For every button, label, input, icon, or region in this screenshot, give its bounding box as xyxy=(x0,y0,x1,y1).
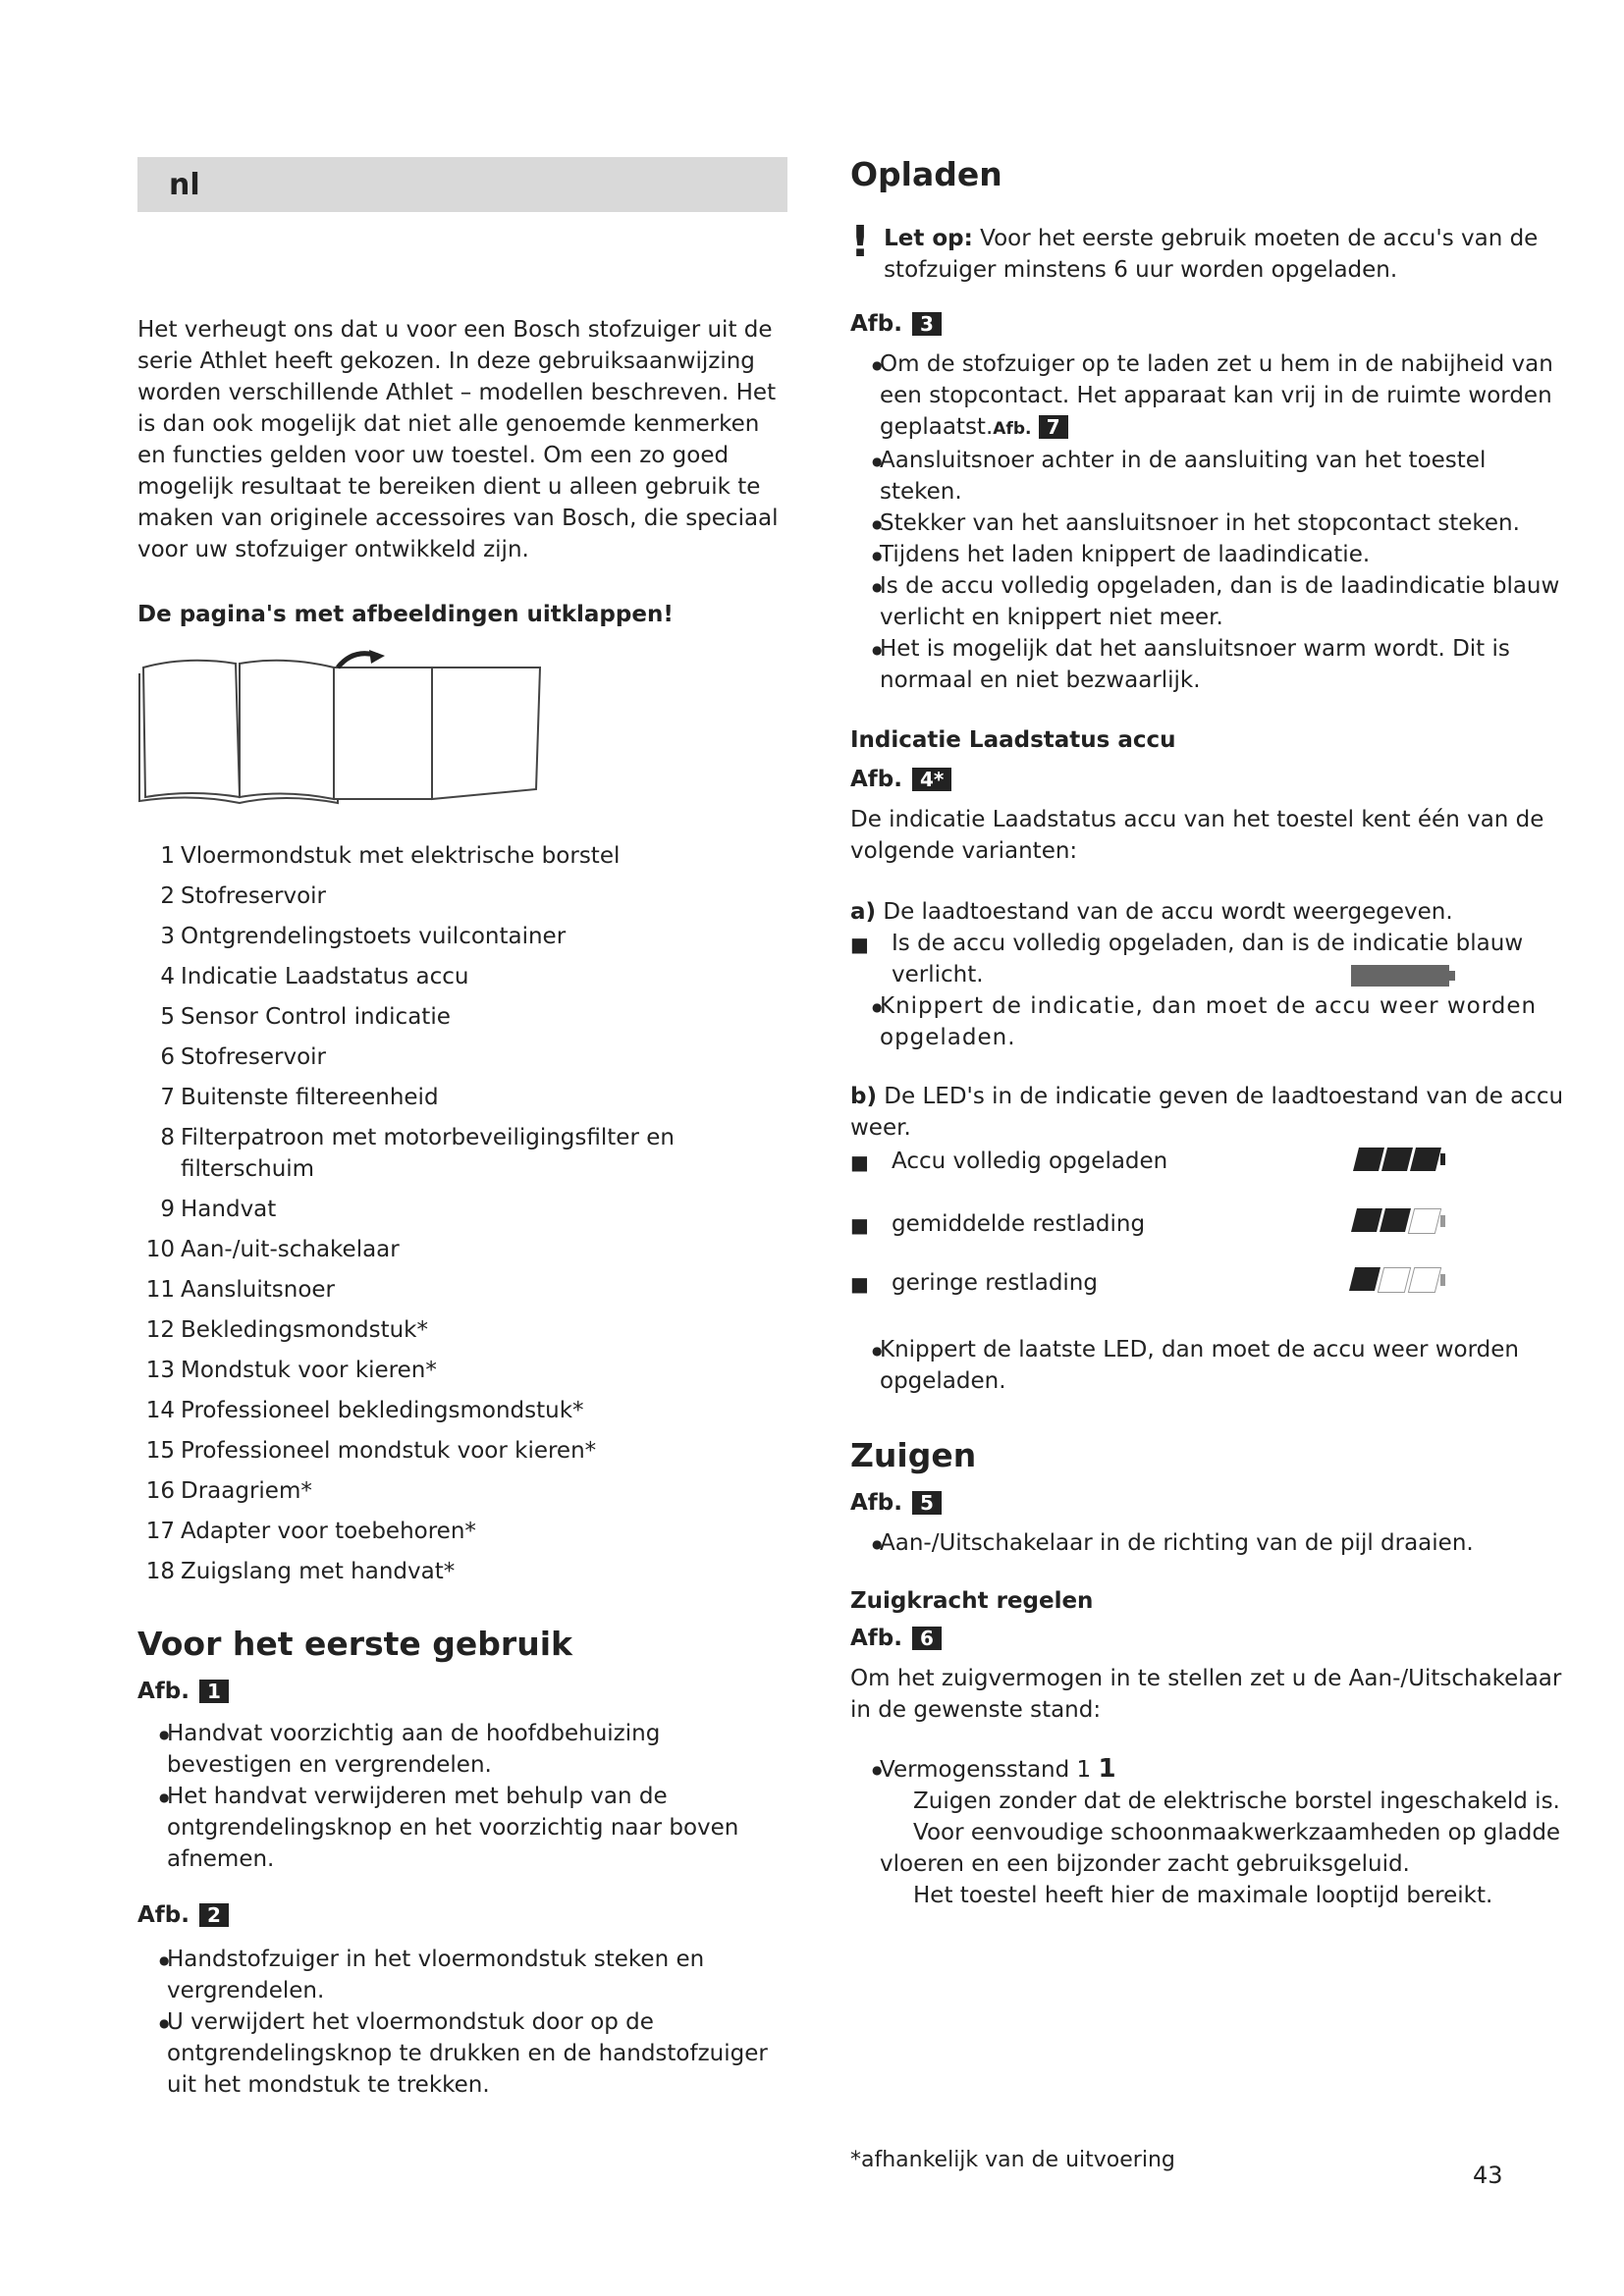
suction-levels xyxy=(850,1753,1567,1786)
list-item: 5 Sensor Control indicatie xyxy=(160,1004,451,1030)
list-item: ● Knippert de laatste LED, dan moet de accu weer worden opgeladen. xyxy=(850,1334,1567,1397)
list-item: ● Om de stofzuiger op te laden zet u hem in de nabijheid van een stopcontact. Het apparaat kan vrij in de ruimte worden geplaatst.Afb. 7 xyxy=(850,348,1567,445)
list-item: ● Is de accu volledig opgeladen, dan is de laadindicatie blauw verlicht en knippert niet meer. xyxy=(850,570,1567,633)
status-intro: De indicatie Laadstatus accu van het toestel kent één van de volgende varianten: xyxy=(850,807,1544,864)
list-item: ● Aansluitsnoer achter in de aansluiting van het toestel steken. xyxy=(850,445,1567,507)
language-label: nl xyxy=(169,167,200,202)
battery-tip-icon xyxy=(1449,971,1455,981)
list-item: 11 Aansluitsnoer xyxy=(145,1277,336,1303)
list-item: 18 Zuigslang met handvat* xyxy=(145,1559,456,1584)
charging-steps xyxy=(850,348,1567,696)
list-item: ● Het is mogelijk dat het aansluitsnoer warm wordt. Dit is normaal en niet bezwaarlijk. xyxy=(850,633,1567,696)
battery-3-of-3-icon xyxy=(1356,1148,1445,1171)
list-item: 13 Mondstuk voor kieren* xyxy=(145,1358,437,1383)
section-title-charging: Opladen xyxy=(850,155,1002,193)
battery-2-of-3-icon xyxy=(1354,1208,1445,1234)
list-item: ● Aan-/Uitschakelaar in de richting van de pijl draaien. xyxy=(850,1527,1567,1559)
fold-note: De pagina's met afbeeldingen uitklappen! xyxy=(137,602,674,627)
suction-steps xyxy=(850,1527,1567,1559)
figure-ref: Afb. 6 xyxy=(850,1626,1567,1651)
level-desc-2: Voor eenvoudige schoonmaakwerkzaamheden op gladde vloeren en een bijzonder zacht gebruiksgeluid. xyxy=(880,1820,1561,1877)
first-use-steps-1 xyxy=(137,1718,787,1875)
list-item: 8 Filterpatroon met motorbeveiligingsfilter en filterschuim xyxy=(160,1125,675,1182)
right-column xyxy=(850,155,1567,1911)
first-use-steps-2 xyxy=(137,1944,787,2101)
figure-ref: Afb. 2 xyxy=(137,1902,787,1928)
variant-a-list xyxy=(850,928,1567,990)
variant-a: a) De laadtoestand van de accu wordt weergegeven. xyxy=(850,899,1453,925)
variant-b-note xyxy=(850,1334,1567,1397)
list-item: 4 Indicatie Laadstatus accu xyxy=(160,964,469,989)
fold-out-pages-illustration xyxy=(137,650,550,807)
warning-note: ! Let op: Voor het eerste gebruik moeten de accu's van de stofzuiger minstens 6 uur worden opgeladen. xyxy=(850,223,1567,286)
list-item: 16 Draagriem* xyxy=(145,1478,312,1504)
list-item: ● Tijdens het laden knippert de laadindicatie. xyxy=(850,539,1567,570)
list-item: 3 Ontgrendelingstoets vuilcontainer xyxy=(160,924,567,949)
list-item: 15 Professioneel mondstuk voor kieren* xyxy=(145,1438,597,1464)
figure-ref: Afb. 5 xyxy=(850,1490,1567,1516)
list-item: ● Vermogensstand 1 1 xyxy=(850,1753,1567,1786)
list-item: 12 Bekledingsmondstuk* xyxy=(145,1317,428,1343)
list-item: ● Handvat voorzichtig aan de hoofdbehuizing bevestigen en vergrendelen. xyxy=(137,1718,787,1781)
list-item: ● Het handvat verwijderen met behulp van de ontgrendelingsknop en het voorzichtig naar boven afnemen. xyxy=(137,1781,787,1875)
list-item: 14 Professioneel bekledingsmondstuk* xyxy=(145,1398,584,1423)
variant-b: b) De LED's in de indicatie geven de laadtoestand van de accu weer. xyxy=(850,1084,1564,1141)
list-item: 7 Buitenste filtereenheid xyxy=(160,1085,439,1110)
exclamation-icon: ! xyxy=(850,217,871,267)
section-title-first-use: Voor het eerste gebruik xyxy=(137,1625,572,1663)
list-item: ■ geringe restlading xyxy=(850,1267,1567,1299)
parts-list xyxy=(137,840,787,1587)
figure-ref: Afb. 4* xyxy=(850,767,1567,792)
battery-1-of-3-icon xyxy=(1352,1267,1445,1293)
footnote: *afhankelijk van de uitvoering xyxy=(850,2148,1175,2172)
page-number: 43 xyxy=(1473,2162,1503,2189)
list-item: ● Handstofzuiger in het vloermondstuk steken en vergrendelen. xyxy=(137,1944,787,2006)
battery-full-bar-icon xyxy=(1351,965,1449,987)
variant-b-list xyxy=(850,1146,1567,1299)
list-item: 1 Vloermondstuk met elektrische borstel xyxy=(160,843,621,869)
list-item: ■ gemiddelde restlading xyxy=(850,1208,1567,1240)
list-item: ● Knippert de indicatie, dan moet de accu weer worden opgeladen. xyxy=(850,990,1567,1053)
suction-sub-title: Zuigkracht regelen xyxy=(850,1588,1094,1614)
list-item: 6 Stofreservoir xyxy=(160,1044,327,1070)
status-title: Indicatie Laadstatus accu xyxy=(850,727,1176,753)
level-desc-3: Het toestel heeft hier de maximale looptijd bereikt. xyxy=(913,1883,1493,1908)
suction-intro: Om het zuigvermogen in te stellen zet u de Aan-/Uitschakelaar in de gewenste stand: xyxy=(850,1666,1562,1723)
figure-ref: Afb. 3 xyxy=(850,311,1567,337)
level-desc-1: Zuigen zonder dat de elektrische borstel ingeschakeld is. xyxy=(913,1789,1560,1814)
list-item: 17 Adapter voor toebehoren* xyxy=(145,1519,476,1544)
list-item: 10 Aan-/uit-schakelaar xyxy=(145,1237,400,1262)
section-title-suction: Zuigen xyxy=(850,1436,977,1474)
list-item: ● U verwijdert het vloermondstuk door op de ontgrendelingsknop te drukken en de handstofzuiger uit het mondstuk te trekken. xyxy=(137,2006,787,2101)
list-item: 2 Stofreservoir xyxy=(160,883,327,909)
left-column xyxy=(137,157,787,2101)
variant-a-list-2 xyxy=(850,990,1567,1053)
list-item: ● Stekker van het aansluitsnoer in het stopcontact steken. xyxy=(850,507,1567,539)
list-item: 9 Handvat xyxy=(160,1197,277,1222)
list-item: ■ Accu volledig opgeladen xyxy=(850,1146,1567,1177)
figure-ref: Afb. 1 xyxy=(137,1679,787,1704)
list-item: ■ Is de accu volledig opgeladen, dan is de indicatie blauw verlicht. xyxy=(850,928,1567,990)
language-tab xyxy=(137,157,787,212)
intro-text: Het verheugt ons dat u voor een Bosch stofzuiger uit de serie Athlet heeft gekozen. In deze gebruiksaanwijzing worden verschillende Athlet – modellen beschreven. Het is dan ook mogelijk dat niet alle genoemde kenmerken en functies gelden voor uw toestel. Om een zo goed mogelijk resultaat te bereiken dient u alleen gebruik te maken van originele accessoires van Bosch, die speciaal voor uw stofzuiger ontwikkeld zijn. xyxy=(137,317,779,562)
